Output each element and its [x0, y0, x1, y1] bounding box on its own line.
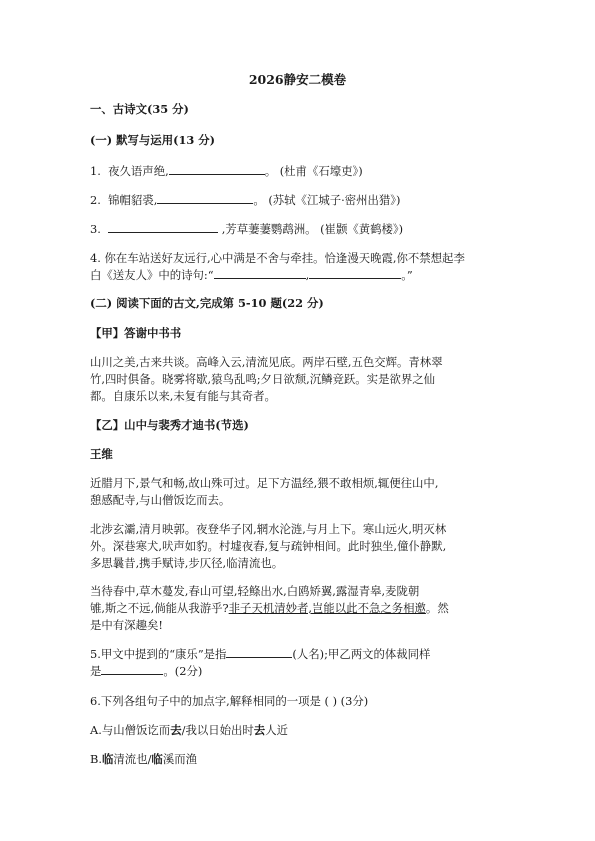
- closing-quote: 。”: [401, 268, 413, 282]
- passage-line: 多思曩昔,携手赋诗,步仄径,临清流也。: [90, 556, 284, 570]
- question-source: 。 (杜甫《石壕吏》): [264, 164, 363, 178]
- option-text: /我以日始出时: [181, 723, 254, 737]
- option-a[interactable]: [90, 719, 515, 741]
- passage-line: 当待春中,草木蔓发,春山可望,轻鲦出水,白鸥矫翼,露湿青皋,麦陇朝: [90, 584, 420, 598]
- dotted-char: 去: [170, 723, 182, 737]
- passage-text: 。然: [425, 601, 449, 615]
- dotted-char: 去: [253, 723, 266, 737]
- question-1: [90, 160, 515, 182]
- option-b[interactable]: [90, 748, 515, 770]
- passage-text: 雊,斯之不远,倘能从我游乎?: [90, 601, 229, 615]
- part-heading: (一) 默写与运用(13 分): [90, 133, 216, 147]
- question-text: (人名);甲乙两文的体裁同样: [292, 647, 431, 661]
- question-source: ,芳草萋萋鹦鹉洲。 (崔颢《黄鹤楼》): [221, 222, 404, 236]
- question-text: 夜久语声绝,: [108, 164, 169, 178]
- passage-line: 竹,四时俱备。晓雾将歇,猿鸟乱鸣;夕日欲颓,沉鳞竞跃。实是欲界之仙: [90, 372, 436, 386]
- option-text: 溪而渔: [162, 752, 198, 766]
- question-text: 5.甲文中提到的“康乐”是指: [90, 647, 227, 661]
- part-heading: (二) 阅读下面的古文,完成第 5-10 题(22 分): [90, 296, 324, 310]
- question-4-line-2: [90, 264, 515, 286]
- option-text: A.与山僧饭讫而: [90, 723, 171, 737]
- question-number: 3.: [90, 222, 101, 236]
- option-text: 人近: [265, 723, 288, 737]
- dotted-char: 临: [151, 752, 163, 766]
- question-3: [90, 218, 515, 240]
- answer-blank[interactable]: [108, 219, 218, 233]
- question-text: 。(2分): [163, 664, 203, 678]
- passage-line: 近腊月下,景气和畅,故山殊可过。足下方温经,猥不敢相烦,辄便往山中,: [90, 476, 439, 490]
- passage-title-jia: 【甲】答谢中书书: [90, 326, 182, 340]
- passage-line: 北涉玄灞,清月映郭。夜登华子冈,辋水沦涟,与月上下。寒山远火,明灭林: [90, 522, 447, 536]
- question-number: 2.: [90, 193, 101, 207]
- passage-line: 都。自康乐以来,未复有能与其奇者。: [90, 389, 276, 403]
- answer-blank[interactable]: [214, 265, 306, 279]
- answer-blank[interactable]: [157, 190, 253, 204]
- question-text: 锦帽貂裘,: [108, 193, 158, 207]
- passage-line: 外。深巷寒犬,吠声如豹。村墟夜舂,复与疏钟相间。此时独坐,僮仆静默,: [90, 539, 447, 553]
- question-4-line-1: 4. 你在车站送好友远行,心中满是不舍与牵挂。恰逢漫天晚霞,你不禁想起李: [90, 251, 465, 265]
- answer-blank[interactable]: [101, 661, 163, 675]
- question-number: 1.: [90, 164, 101, 178]
- passage-line: 憩感配寺,与山僧饭讫而去。: [90, 493, 231, 507]
- question-text: 白《送友人》中的诗句:“: [90, 268, 214, 282]
- answer-blank[interactable]: [169, 161, 265, 175]
- option-text: B.: [90, 752, 102, 766]
- passage-line: 山川之美,古来共谈。高峰入云,清流见底。两岸石壁,五色交辉。青林翠: [90, 355, 443, 369]
- passage-author: 王维: [90, 447, 113, 461]
- question-5-line-2: [90, 660, 515, 682]
- section-heading: 一、古诗文(35 分): [90, 102, 189, 116]
- option-text: 清流也/: [113, 752, 152, 766]
- dotted-char: 临: [102, 752, 114, 766]
- underlined-sentence: 非子天机清妙者,岂能以此不急之务相邀: [228, 601, 426, 615]
- question-6: 6.下列各组句子中的加点字,解释相同的一项是 ( ) (3分): [90, 694, 369, 708]
- answer-blank[interactable]: [226, 644, 292, 658]
- question-source: 。 (苏轼《江城子·密州出猎》): [253, 193, 401, 207]
- comma: ,: [305, 268, 310, 282]
- question-2: [90, 189, 515, 211]
- question-text: 是: [90, 664, 102, 678]
- answer-blank[interactable]: [309, 265, 401, 279]
- passage-title-yi: 【乙】山中与裴秀才迪书(节选): [90, 418, 249, 432]
- passage-line: 是中有深趣矣!: [90, 618, 163, 632]
- page-title: 2026静安二模卷: [248, 72, 347, 87]
